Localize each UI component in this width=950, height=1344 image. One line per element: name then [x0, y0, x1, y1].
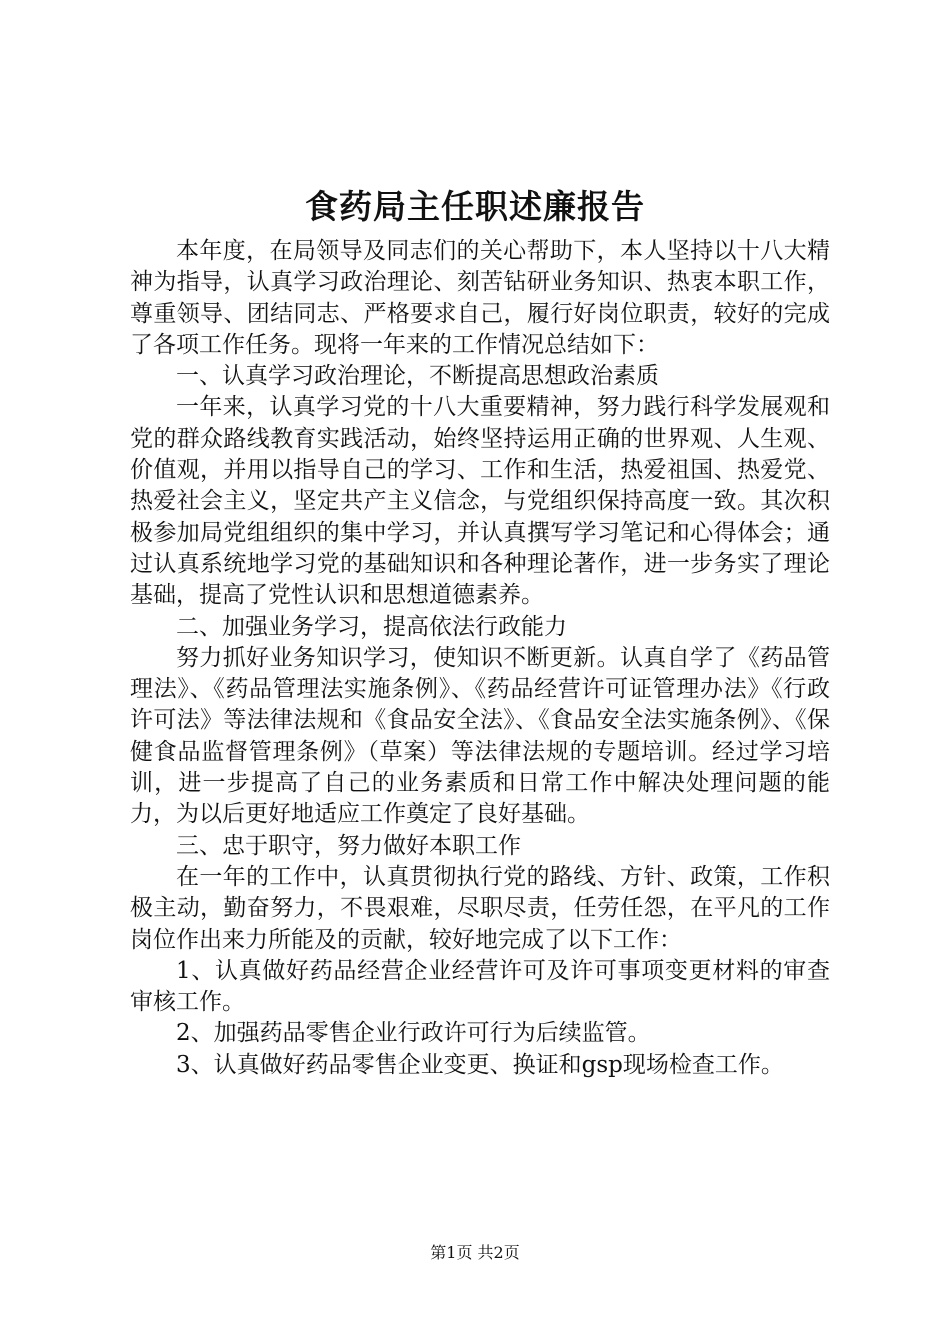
section-heading-3: 三、忠于职守，努力做好本职工作: [176, 832, 521, 859]
paragraph-section-1: 一年来，认真学习党的十八大重要精神，努力践行科学发展观和党的群众路线教育实践活动，始终坚持运用正确的世界观、人生观、价值观，并用以指导自己的学习、工作和生活，热爱祖国、热爱党、热爱社会主义，坚定共产主义信念，与党组织保持高度一致。其次积极参加局党组组织的集中学习，并认真撰写学习笔记和心得体会；通过认真系统地学习党的基础知识和各种理论著作，进一步务实了理论基础，提高了党性认识和思想道德素养。: [130, 394, 830, 609]
section-heading-1: 一、认真学习政治理论，不断提高思想政治素质: [176, 363, 659, 390]
list-item-3: 3、认真做好药品零售企业变更、换证和gsp现场检查工作。: [176, 1051, 784, 1078]
document-body: [130, 236, 830, 1081]
document-title: 食药局主任职述廉报告: [305, 187, 645, 226]
paragraph-section-2: 努力抓好业务知识学习，使知识不断更新。认真自学了《药品管理法》、《药品管理法实施条例》、《药品经营许可证管理办法》《行政许可法》等法律法规和《食品安全法》、《食品安全法实施条例》、《保健食品监督管理条例》（草案）等法律法规的专题培训。经过学习培训，进一步提高了自己的业务素质和日常工作中解决处理问题的能力，为以后更好地适应工作奠定了良好基础。: [130, 644, 830, 828]
paragraph-intro: 本年度，在局领导及同志们的关心帮助下，本人坚持以十八大精神为指导，认真学习政治理论、刻苦钻研业务知识、热衷本职工作，尊重领导、团结同志、严格要求自己，履行好岗位职责，较好的完成了各项工作任务。现将一年来的工作情况总结如下：: [130, 238, 830, 358]
paragraph-section-3: 在一年的工作中，认真贯彻执行党的路线、方针、政策，工作积极主动，勤奋努力，不畏艰难，尽职尽责，任劳任怨，在平凡的工作岗位作出来力所能及的贡献，较好地完成了以下工作：: [130, 863, 830, 953]
page-footer: 第1页 共2页: [430, 1243, 520, 1262]
section-heading-2: 二、加强业务学习，提高依法行政能力: [176, 613, 567, 640]
list-item-2: 2、加强药品零售企业行政许可行为后续监管。: [176, 1020, 651, 1047]
list-item-1: 1、认真做好药品经营企业经营许可及许可事项变更材料的审查审核工作。: [130, 957, 830, 1016]
